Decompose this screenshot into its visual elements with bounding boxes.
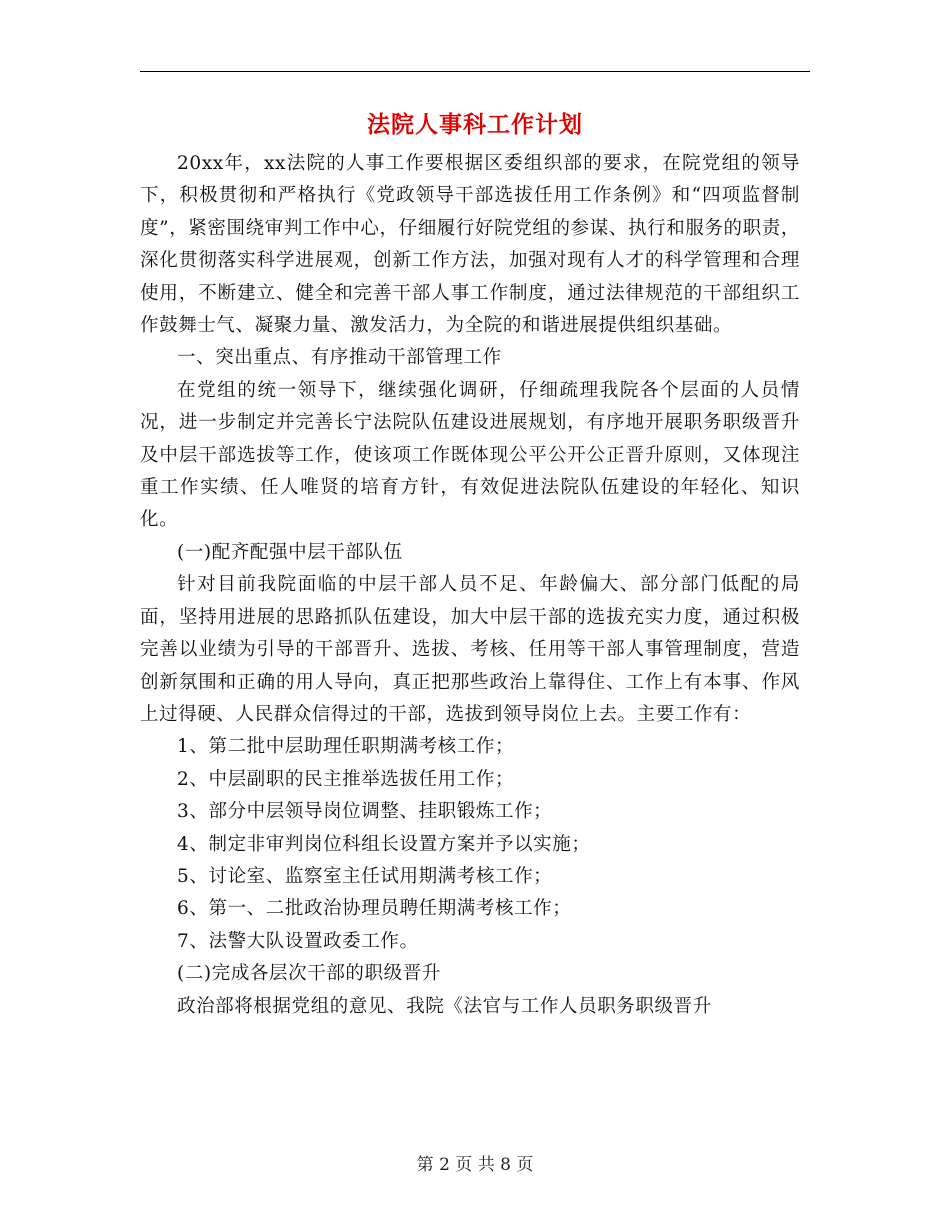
subsection-heading-2: (二)完成各层次干部的职级晋升 <box>177 963 441 985</box>
list-item-7: 7、法警大队设置政委工作。 <box>177 930 419 952</box>
list-item-2: 2、中层副职的民主推举选拔任用工作； <box>177 768 515 790</box>
subsection-heading-1: (一)配齐配强中层干部队伍 <box>177 541 403 563</box>
paragraph-intro: 20xx年，xx法院的人事工作要根据区委组织部的要求，在院党组的领导下，积极贯彻和严格执行《党政领导干部选拔任用工作条例》和“四项监督制度”，紧密围绕审判工作中心，仔细履行好院党组的参谋、执行和服务的职责，深化贯彻落实科学进展观，创新工作方法，加强对现有人才的科学管理和合理使用，不断建立、健全和完善干部人事工作制度，通过法律规范的干部组织工作鼓舞士气、凝聚力量、激发活力，为全院的和谐进展提供组织基础。 <box>140 153 800 337</box>
paragraph-section-1: 在党组的统一领导下，继续强化调研，仔细疏理我院各个层面的人员情况，进一步制定并完善长宁法院队伍建设进展规划，有序地开展职务职级晋升及中层干部选拔等工作，使该项工作既体现公平公开公正晋升原则，又体现注重工作实绩、任人唯贤的培育方针，有效促进法院队伍建设的年轻化、知识化。 <box>140 379 800 531</box>
paragraph-subsection-2: 政治部将根据党组的意见、我院《法官与工作人员职务职级晋升 <box>177 995 712 1017</box>
section-heading-1: 一、突出重点、有序推动干部管理工作 <box>177 347 502 369</box>
header-rule <box>140 71 810 72</box>
list-item-4: 4、制定非审判岗位科组长设置方案并予以实施； <box>177 833 591 855</box>
list-item-3: 3、部分中层领导岗位调整、挂职锻炼工作； <box>177 801 553 823</box>
document-title: 法院人事科工作计划 <box>367 111 583 138</box>
list-item-1: 1、第二批中层助理任职期满考核工作； <box>177 736 515 758</box>
page-number-footer: 第 2 页 共 8 页 <box>416 1155 534 1175</box>
list-item-6: 6、第一、二批政治协理员聘任期满考核工作； <box>177 898 572 920</box>
document-body <box>140 148 800 1023</box>
list-item-5: 5、讨论室、监察室主任试用期满考核工作； <box>177 865 553 887</box>
paragraph-subsection-1: 针对目前我院面临的中层干部人员不足、年龄偏大、部分部门低配的局面，坚持用进展的思路抓队伍建设，加大中层干部的选拔充实力度，通过积极完善以业绩为引导的干部晋升、选拔、考核、任用等干部人事管理制度，营造创新氛围和正确的用人导向，真正把那些政治上靠得住、工作上有本事、作风上过得硬、人民群众信得过的干部，选拔到领导岗位上去。主要工作有： <box>140 574 800 725</box>
